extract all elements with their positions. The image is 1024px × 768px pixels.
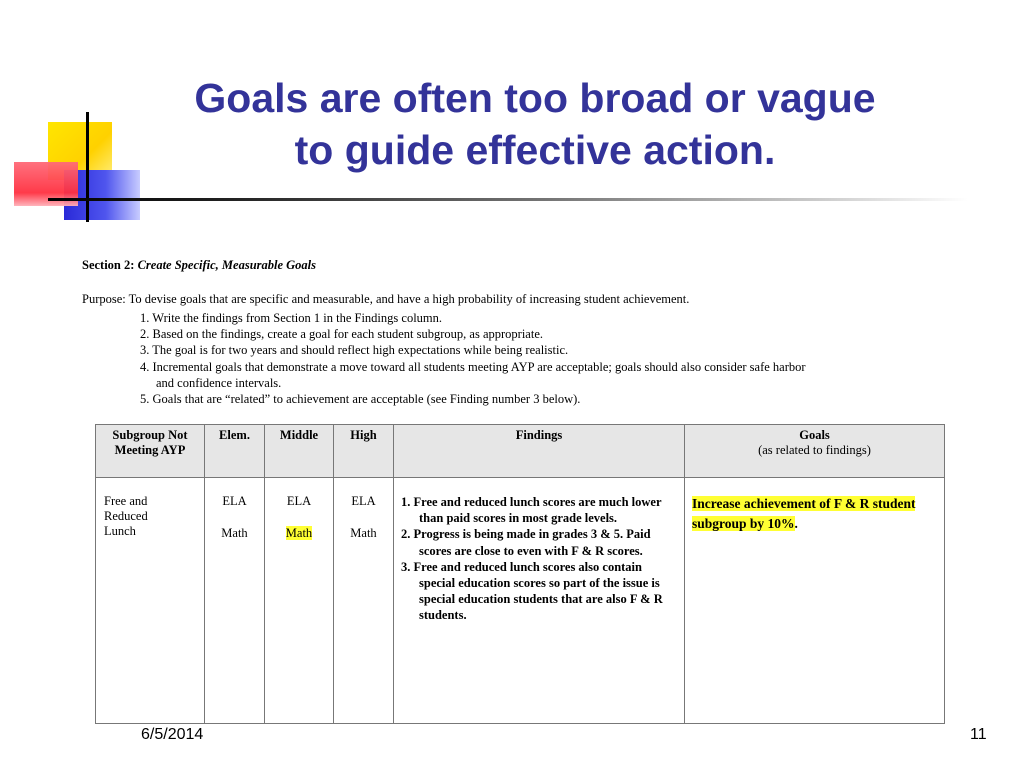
cell-middle — [265, 478, 334, 724]
goal-period: . — [794, 516, 798, 531]
high-math: Math — [350, 526, 377, 540]
cell-elem — [205, 478, 265, 724]
step-2: 2. Based on the findings, create a goal for each student subgroup, as appropriate. — [140, 327, 543, 342]
step-3: 3. The goal is for two years and should reflect high expectations while being realistic. — [140, 343, 569, 358]
step-4-continued: and confidence intervals. — [156, 375, 282, 390]
section-subtitle: Create Specific, Measurable Goals — [137, 258, 317, 272]
middle-ela: ELA — [286, 494, 312, 508]
title-line-1: Goals are often too broad or vague — [194, 75, 876, 121]
footer-date: 6/5/2014 — [141, 726, 204, 743]
subgroup-line: Reduced — [104, 509, 148, 523]
section-label: Section 2: — [82, 258, 138, 272]
header-middle: Middle — [265, 425, 334, 478]
header-goals — [685, 425, 945, 478]
title-divider — [48, 198, 968, 201]
header-goals-title: Goals — [799, 428, 830, 442]
header-elem: Elem. — [205, 425, 265, 478]
header-subgroup-line2: Meeting AYP — [114, 443, 186, 457]
subgroup-line: Lunch — [104, 524, 136, 538]
cell-subgroup — [96, 478, 205, 724]
header-subgroup-line1: Subgroup Not — [112, 428, 188, 442]
subgroup-line: Free and — [104, 494, 148, 508]
header-goals-subtitle: (as related to findings) — [758, 443, 871, 457]
logo-vertical-line — [86, 112, 89, 222]
finding-1: 1. Free and reduced lunch scores are much lower than paid scores in most grade levels. — [401, 495, 662, 526]
cell-goals — [685, 478, 945, 724]
header-high: High — [334, 425, 394, 478]
header-findings: Findings — [394, 425, 685, 478]
elem-math: Math — [221, 526, 248, 540]
table-row — [96, 478, 945, 724]
goals-table — [95, 424, 945, 724]
title-line-2: to guide effective action. — [294, 127, 776, 173]
step-4: 4. Incremental goals that demonstrate a move toward all students meeting AYP are acceptable; goals should also consider safe harbor — [140, 359, 806, 374]
finding-3: 3. Free and reduced lunch scores also contain special education scores so part of the issue is special education students that are also F & R students. — [401, 559, 663, 623]
cell-high — [334, 478, 394, 724]
section-heading — [82, 258, 316, 273]
finding-2: 2. Progress is being made in grades 3 & 5. Paid scores are close to even with F & R scores. — [401, 527, 651, 558]
cell-findings — [394, 478, 685, 724]
high-ela: ELA — [351, 494, 376, 508]
steps-list — [140, 310, 806, 407]
step-1: 1. Write the findings from Section 1 in the Findings column. — [140, 311, 443, 325]
middle-math-highlighted: Math — [285, 526, 313, 540]
page-number: 11 — [970, 726, 987, 743]
header-subgroup — [96, 425, 205, 478]
table-header-row — [96, 425, 945, 478]
goal-text: Increase achievement of F & R student subgroup by 10% — [692, 496, 916, 531]
step-5: 5. Goals that are “related” to achievement are acceptable (see Finding number 3 below). — [140, 392, 581, 407]
purpose-text: Purpose: To devise goals that are specific and measurable, and have a high probability of increasing student achievement. — [82, 292, 690, 306]
elem-ela: ELA — [222, 494, 247, 508]
slide-title — [120, 72, 950, 176]
